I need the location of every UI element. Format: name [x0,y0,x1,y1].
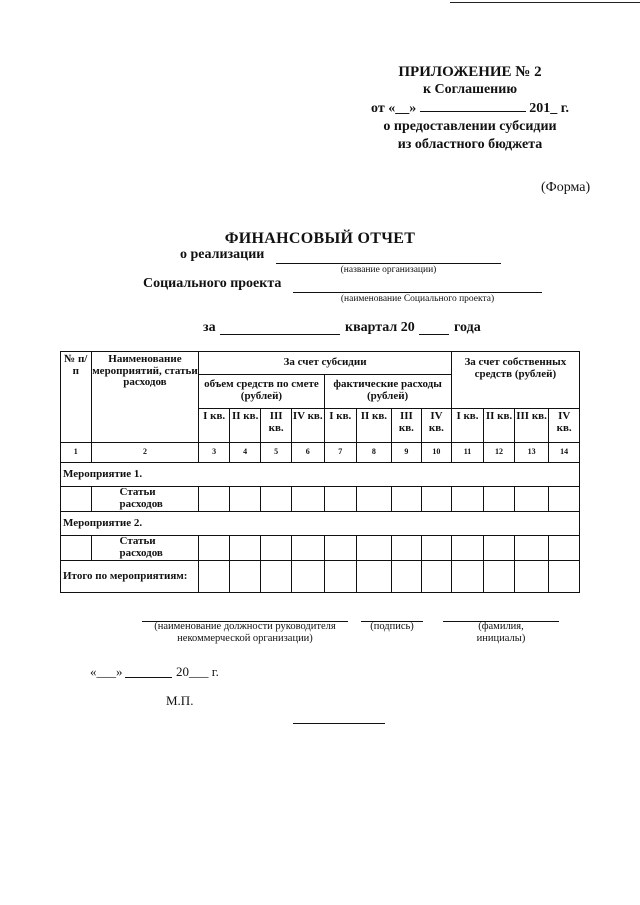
column-subgroup-estimate: объем средств по смете (рублей) [199,375,324,409]
bottom-rule [293,723,385,724]
total-cell[interactable] [291,561,324,593]
value-cell[interactable] [422,487,452,512]
value-cell[interactable] [357,487,392,512]
table-row-total [61,561,580,593]
column-number: 3 [199,443,230,463]
total-cell[interactable] [261,561,292,593]
column-number: 2 [91,443,199,463]
value-cell[interactable] [261,536,292,561]
column-number: 11 [451,443,484,463]
column-number: 14 [549,443,580,463]
quarter-header: II кв. [484,409,515,443]
total-cell[interactable] [484,561,515,593]
appendix-date-prefix: от «__» [371,101,417,116]
total-cell[interactable] [324,561,357,593]
total-cell[interactable] [549,561,580,593]
value-cell[interactable] [391,487,422,512]
appendix-agreement: к Соглашению [422,82,518,97]
value-cell[interactable] [484,536,515,561]
column-number: 5 [261,443,292,463]
event-2-label: Мероприятие 2. [61,512,580,536]
quarter-header: I кв. [199,409,230,443]
value-cell[interactable] [514,536,549,561]
total-cell[interactable] [451,561,484,593]
value-cell[interactable] [422,536,452,561]
total-cell[interactable] [514,561,549,593]
value-cell[interactable] [549,487,580,512]
position-caption: (наименование должности руководителя некоммерческой организации) [154,621,336,644]
period-year-field [419,321,449,335]
financial-report-table [60,351,580,593]
column-number: 1 [61,443,92,463]
value-cell[interactable] [391,536,422,561]
appendix-date-suffix: 201_ г. [529,101,569,116]
value-cell[interactable] [549,536,580,561]
organization-name-field [276,248,501,264]
table-row-expenses-2 [61,536,580,561]
date-year: 20___ г. [176,664,219,679]
value-cell[interactable] [324,487,357,512]
quarter-header: III кв. [261,409,292,443]
realization-label: о реализации [180,247,265,262]
value-cell[interactable] [357,536,392,561]
table-row-event-1 [61,463,580,487]
table-row-expenses-1 [61,487,580,512]
value-cell[interactable] [291,487,324,512]
expenses-2-label: Статьи расходов [91,536,199,561]
quarter-header: II кв. [229,409,261,443]
appendix-date [300,101,640,117]
value-cell[interactable] [199,536,230,561]
column-number: 7 [324,443,357,463]
appendix-subject: о предоставлении субсидии [383,119,557,134]
period-prefix: за [203,320,216,335]
value-cell[interactable] [199,487,230,512]
column-number: 12 [484,443,515,463]
period-quarter-field [220,321,340,335]
project-label: Социального проекта [143,276,282,291]
report-title: ФИНАНСОВЫЙ ОТЧЕТ [224,230,416,247]
total-cell[interactable] [391,561,422,593]
column-subgroup-actual: фактические расходы (рублей) [324,375,451,409]
column-number: 4 [229,443,261,463]
table-header-row-1 [61,352,580,375]
quarter-header: III кв. [391,409,422,443]
project-name-field [293,277,542,293]
value-cell[interactable] [229,536,261,561]
value-cell[interactable] [291,536,324,561]
total-cell[interactable] [357,561,392,593]
date-month-field [125,664,172,678]
expenses-1-label: Статьи расходов [91,487,199,512]
quarter-header: I кв. [451,409,484,443]
organization-name-caption: (название организации) [340,265,437,275]
period-suffix: года [454,320,481,335]
value-cell[interactable] [514,487,549,512]
column-number: 13 [514,443,549,463]
column-number: 6 [291,443,324,463]
quarter-header: IV кв. [549,409,580,443]
appendix-header [300,0,640,160]
column-header-number: № п/п [61,352,92,443]
total-label: Итого по мероприятиям: [61,561,199,593]
name-caption: (фамилия, инициалы) [476,621,526,644]
seal-placeholder: М.П. [166,693,194,708]
quarter-header: I кв. [324,409,357,443]
value-cell[interactable] [484,487,515,512]
column-number: 8 [357,443,392,463]
total-cell[interactable] [229,561,261,593]
appendix-date-blank [420,111,526,112]
date-day: «___» [90,664,123,679]
appendix-title: ПРИЛОЖЕНИЕ № 2 [398,64,542,80]
column-number: 10 [422,443,452,463]
total-cell[interactable] [422,561,452,593]
table-column-numbers [61,443,580,463]
quarter-header: IV кв. [422,409,452,443]
row-number-cell [61,536,92,561]
column-number: 9 [391,443,422,463]
table-row-event-2 [61,512,580,536]
total-cell[interactable] [199,561,230,593]
value-cell[interactable] [324,536,357,561]
appendix-source: из областного бюджета [397,137,543,152]
value-cell[interactable] [261,487,292,512]
quarter-header: II кв. [357,409,392,443]
quarter-header: IV кв. [291,409,324,443]
row-number-cell [61,487,92,512]
column-group-own-funds: За счет собственных средств (рублей) [451,352,579,409]
value-cell[interactable] [451,487,484,512]
event-1-label: Мероприятие 1. [61,463,580,487]
project-name-caption: (наименование Социального проекта) [340,294,495,304]
period-middle: квартал 20 [345,320,415,335]
value-cell[interactable] [451,536,484,561]
value-cell[interactable] [229,487,261,512]
form-label: (Форма) [541,180,591,195]
quarter-header: III кв. [514,409,549,443]
column-header-name: Наименование мероприятий, статьи расходов [91,352,199,443]
column-group-subsidy: За счет субсидии [199,352,451,375]
signature-caption: (подпись) [370,621,414,632]
